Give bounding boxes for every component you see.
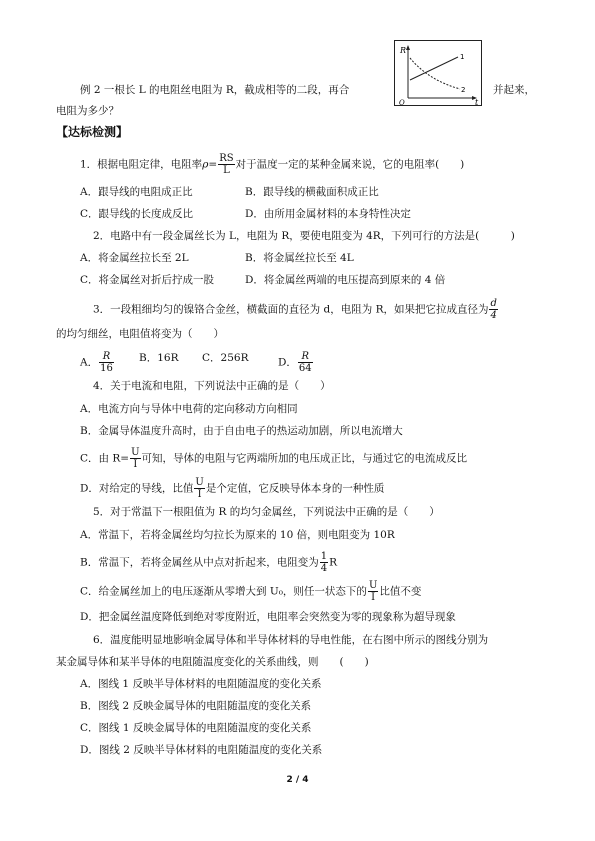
resistance-temperature-graph — [394, 40, 482, 106]
line-2-label: 2 — [461, 86, 466, 94]
q6-option-c: C．图线 1 反映金属导体的电阻随温度的变化关系 — [80, 722, 312, 734]
q4-d-fraction: $\frac{U}{I}$ — [195, 477, 204, 500]
q1-stem — [80, 153, 464, 176]
y-axis-label: R — [400, 46, 407, 55]
q1-option-d: D．由所用金属材料的本身特性决定 — [245, 208, 411, 220]
q4-option-a: A．电流方向与导体中电荷的定向移动方向相同 — [80, 403, 298, 415]
example2-text-cont: 并起来， — [493, 84, 535, 96]
q5-stem: 5．对于常温下一根阻值为 R 的均匀金属丝，下列说法中正确的是（ ） — [93, 506, 440, 518]
example2-question: 电阻为多少？ — [56, 105, 119, 117]
q5-c-fraction: $\frac{U}{I}$ — [368, 580, 378, 603]
q1-option-c: C．跟导线的长度成反比 — [80, 208, 194, 220]
q3-d-fraction: $\frac{R}{64}$ — [298, 351, 312, 374]
q5-option-b: B．常温下，若将金属丝从中点对折起来，电阻变为 $\frac{1}{4}$ R — [80, 551, 337, 574]
q1-stem-a: 1．根据电阻定律，电阻率 — [80, 158, 203, 171]
q4-c-fraction: $\frac{U}{I}$ — [131, 447, 140, 470]
q3-option-c: C．256R — [202, 352, 249, 364]
q4-option-b: B．金属导体温度升高时，由于自由电子的热运动加剧，所以电流增大 — [80, 425, 403, 437]
q5-option-a: A．常温下，若将金属丝均匀拉长为原来的 10 倍，则电阻变为 10R — [80, 529, 395, 541]
q3-option-b: B．16R — [139, 352, 179, 364]
q4-stem: 4．关于电流和电阻，下列说法中正确的是（ ） — [93, 380, 331, 392]
q1-stem-b: 对于温度一定的某种金属来说，它的电阻率( ) — [235, 158, 465, 171]
q3-option-d: D． $\frac{R}{64}$ — [278, 351, 312, 374]
example2-text: 例 2 一根长 L 的电阻丝电阻为 R，截成相等的二段，再合 — [80, 84, 350, 96]
q6-option-a: A．图线 1 反映半导体材料的电阻随温度的变化关系 — [80, 678, 322, 690]
rho-symbol: ρ — [202, 158, 209, 171]
q6-option-b: B．图线 2 反映金属导体的电阻随温度的变化关系 — [80, 700, 312, 712]
x-axis-label: t — [475, 98, 479, 106]
q5-option-c: C．给金属丝加上的电压逐渐从零增大到 U₀，则任一状态下的 $\frac{U}{I}$ 比值不变 — [80, 580, 422, 603]
q6-stem-cont: 某金属导体和某半导体的电阻随温度变化的关系曲线，则 ( ) — [56, 656, 369, 668]
page-number: 2 / 4 — [286, 775, 309, 785]
q2-stem: 2．电路中有一段金属丝长为 L，电阻为 R，要使电阻变为 4R，下列可行的方法是( ) — [93, 230, 515, 242]
resistivity-formula: $\frac{RS}{L}$ — [219, 153, 234, 176]
q3-stem-text: 3．一段粗细均匀的镍铬合金丝，横截面的直径为 d，电阻为 R，如果把它拉成直径为 — [93, 303, 489, 316]
q1-option-a: A．跟导线的电阻成正比 — [80, 186, 193, 198]
section-title: 【达标检测】 — [56, 125, 129, 139]
line-1-label: 1 — [460, 53, 465, 61]
q6-option-d: D．图线 2 反映半导体材料的电阻随温度的变化关系 — [80, 744, 323, 756]
q2-option-b: B．将金属丝拉长至 4L — [245, 252, 354, 264]
q3-stem — [93, 298, 499, 321]
q6-stem: 6．温度能明显地影响金属导体和半导体材料的导电性能，在右图中所示的图线分别为 — [93, 634, 489, 646]
q2-option-d: D．将金属丝两端的电压提高到原来的 4 倍 — [245, 274, 446, 286]
q3-stem-cont: 的均匀细丝，电阻值将变为（ ） — [56, 328, 224, 340]
q2-option-c: C．将金属丝对折后拧成一股 — [80, 274, 215, 286]
diameter-fraction: $\frac{d}{4}$ — [490, 298, 497, 321]
q2-option-a: A．将金属丝拉长至 2L — [80, 252, 189, 264]
q3-option-a: A． $\frac{R}{16}$ — [80, 351, 113, 374]
q4-option-c: C．由 R= $\frac{U}{I}$ 可知，导体的电阻与它两端所加的电压成正比，与通过它的电流成反比 — [80, 447, 468, 470]
equals-sign: = — [208, 158, 218, 171]
q3-a-fraction: $\frac{R}{16}$ — [100, 351, 113, 374]
q5-option-d: D．把金属丝温度降低到绝对零度附近，电阻率会突然变为零的现象称为超导现象 — [80, 611, 456, 623]
q4-option-d: D．对给定的导线，比值 $\frac{U}{I}$ 是个定值，它反映导体本身的一种性质 — [80, 477, 385, 500]
origin-label: O — [399, 99, 405, 106]
q1-option-b: B．跟导线的横截面积成正比 — [245, 186, 379, 198]
q5-b-fraction: $\frac{1}{4}$ — [320, 551, 328, 574]
